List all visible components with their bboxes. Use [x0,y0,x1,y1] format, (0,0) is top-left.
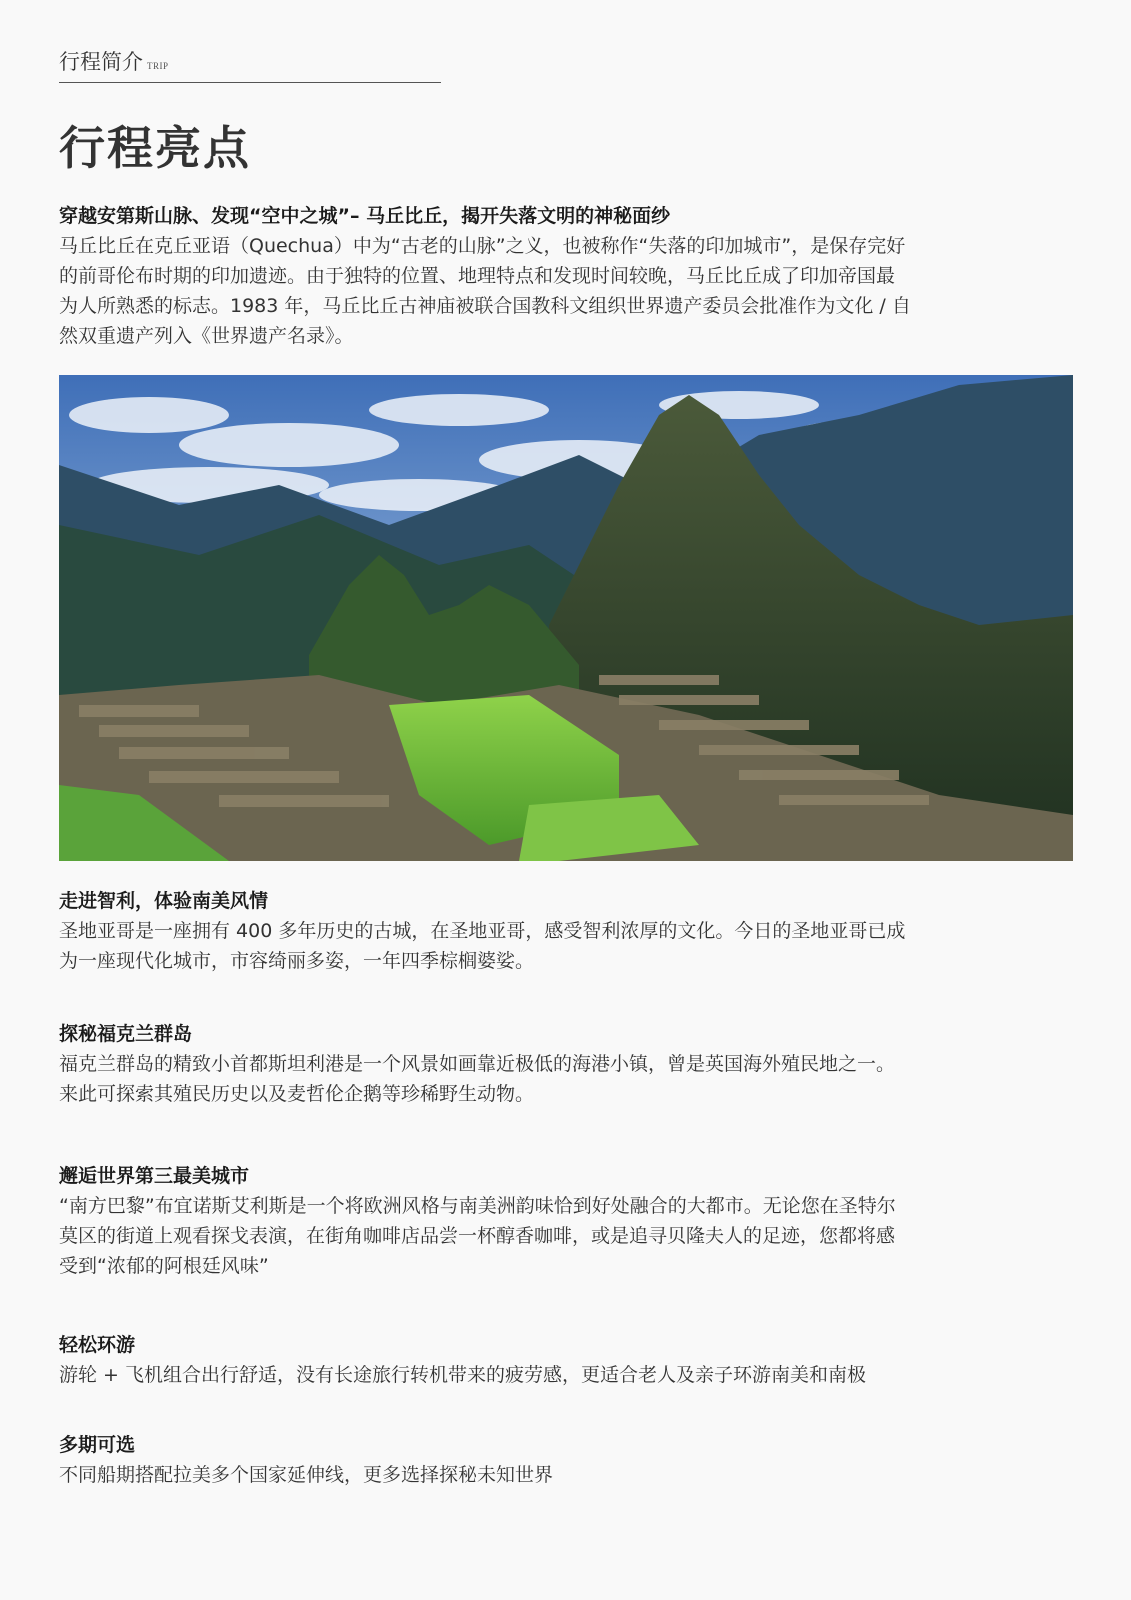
highlight-multiple-departures [59,1430,1074,1490]
section-body-line: 的前哥伦布时期的印加遗迹。由于独特的位置、地理特点和发现时间较晚，马丘比丘成了印加帝国最 [59,265,896,287]
highlight-machu-picchu [59,201,1074,351]
section-body-line: 莫区的街道上观看探戈表演，在街角咖啡店品尝一杯醇香咖啡，或是追寻贝隆夫人的足迹，您都将感 [59,1225,896,1247]
section-header [59,46,441,83]
section-body-line: 为一座现代化城市，市容绮丽多姿，一年四季棕榈婆娑。 [59,950,535,972]
highlight-buenos-aires [59,1161,1074,1281]
section-heading: 穿越安第斯山脉、发现“空中之城”– 马丘比丘，揭开失落文明的神秘面纱 [59,205,671,227]
highlight-easy-travel [59,1330,1074,1390]
section-body-line: 圣地亚哥是一座拥有 400 多年历史的古城，在圣地亚哥，感受智利浓厚的文化。今日的圣地亚哥已成 [59,920,906,942]
section-body-line: “南方巴黎”布宜诺斯艾利斯是一个将欧洲风格与南美洲韵味恰到好处融合的大都市。无论您在圣特尔 [59,1195,896,1217]
section-body-line: 福克兰群岛的精致小首都斯坦利港是一个风景如画靠近极低的海港小镇，曾是英国海外殖民地之一。 [59,1053,896,1075]
section-body-line: 为人所熟悉的标志。1983 年，马丘比丘古神庙被联合国教科文组织世界遗产委员会批准作为文化 / 自 [59,295,911,317]
section-heading: 轻松环游 [59,1334,136,1356]
section-heading: 邂逅世界第三最美城市 [59,1165,250,1187]
highlight-falklands [59,1019,1074,1109]
section-body-line: 马丘比丘在克丘亚语（Quechua）中为“古老的山脉”之义，也被称作“失落的印加城市”，是保存完好 [59,235,906,257]
section-heading: 探秘福克兰群岛 [59,1023,193,1045]
page-title: 行程亮点 [59,121,251,175]
section-heading: 走进智利，体验南美风情 [59,890,269,912]
highlight-chile [59,886,1074,976]
section-body-line: 受到“浓郁的阿根廷风味” [59,1255,269,1277]
machu-picchu-photo [59,375,1073,861]
header-title: 行程简介 [59,50,143,74]
header-subtitle: TRIP [147,61,169,71]
section-body-line: 然双重遗产列入《世界遗产名录》。 [59,325,354,347]
section-heading: 多期可选 [59,1434,136,1456]
section-body-line: 不同船期搭配拉美多个国家延伸线，更多选择探秘未知世界 [59,1464,554,1486]
section-body-line: 来此可探索其殖民历史以及麦哲伦企鹅等珍稀野生动物。 [59,1083,535,1105]
section-body-line: 游轮 + 飞机组合出行舒适，没有长途旅行转机带来的疲劳感，更适合老人及亲子环游南美和南极 [59,1364,867,1386]
